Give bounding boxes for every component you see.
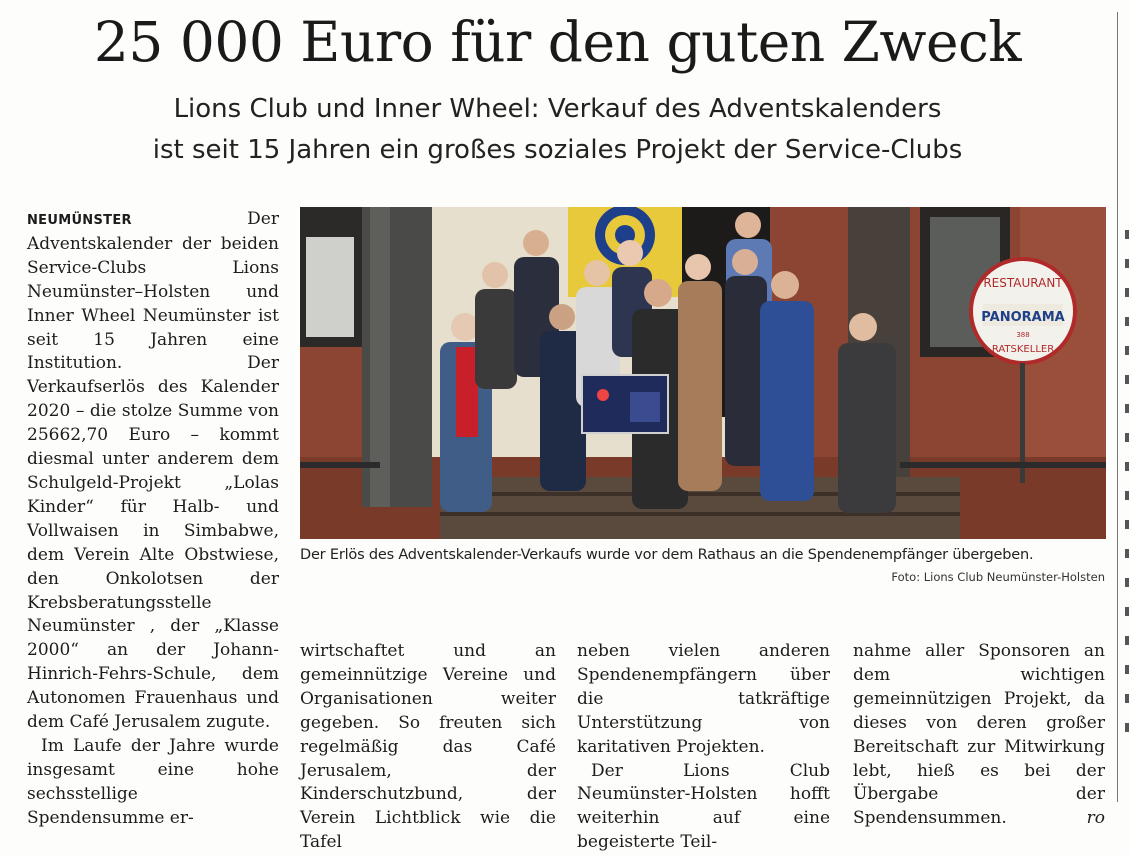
column-3-paragraph-2: Der Lions Club Neumünster-Holsten hofft weiterhin auf eine begeisterte Teil-	[577, 760, 830, 853]
column-2-text: wirtschaftet und an gemeinnützige Vereine und Organisationen weiter gegeben. So freuten sich regelmäßig das Café Jerusalem, der Kinderschutzbund, der Verein Lichtblick wie die Tafel	[300, 641, 556, 853]
column-3-paragraph-1: neben vielen anderen Spendenempfängern über die tatkräftige Unterstützung von karitativen Projekten.	[577, 641, 830, 757]
photo-credit: Foto: Lions Club Neumünster-Holsten	[891, 570, 1105, 584]
dateline: NEUMÜNSTER	[27, 213, 132, 228]
article-column-4	[853, 640, 1105, 831]
article-column-3	[577, 640, 830, 855]
article-column-2	[300, 640, 556, 855]
article-photo	[300, 207, 1106, 539]
photo-caption: Der Erlös des Adventskalender-Verkaufs wurde vor dem Rathaus an die Spendenempfänger übergeben.	[300, 547, 1034, 563]
sign-bottom-text: RATSKELLER	[991, 344, 1055, 355]
sign-middle-text: PANORAMA	[981, 310, 1065, 325]
column-1-paragraph-1: Der Adventskalender der beiden Service-Clubs Lions Neumünster–Holsten und Inner Wheel Neumünster ist seit 15 Jahren eine Institution. Der Verkaufserlös des Kalender 2020 – die stolze Summe von 25662,70 Euro – kommt diesmal unter anderem dem Schulgeld-Projekt „Lolas Kinder“ für Halb- und Vollwaisen in Simbabwe, dem Verein Alte Obstwiese, den Onkolotsen der Krebsberatungsstelle Neumünster , der „Klasse 2000“ an der Johann-Hinrich-Fehrs-Schule, dem Autonomen Frauenhaus und dem Café Jerusalem zugute.	[27, 209, 279, 733]
subheadline-line-1: Lions Club und Inner Wheel: Verkauf des Adventskalenders	[173, 94, 942, 124]
column-4-text: nahme aller Sponsoren an dem wichtigen gemeinnützigen Projekt, da dieses von deren großer Bereitschaft zur Mitwirkung lebt, hieß es bei der Übergabe der Spendensummen.	[853, 641, 1105, 829]
column-1-paragraph-2: Im Laufe der Jahre wurde insgesamt eine hohe sechsstellige Spendensumme er-	[27, 735, 279, 828]
subheadline-line-2: ist seit 15 Jahren ein großes soziales Projekt der Service-Clubs	[152, 135, 963, 165]
article-column-1	[27, 208, 279, 831]
headline: 25 000 Euro für den guten Zweck	[93, 10, 1022, 74]
sign-small-text: 388	[1016, 331, 1030, 339]
adjacent-article-edge	[1124, 230, 1130, 800]
author-initials: ro	[1086, 808, 1105, 829]
sign-top-text: RESTAURANT	[983, 276, 1063, 290]
column-rule	[1117, 12, 1118, 802]
